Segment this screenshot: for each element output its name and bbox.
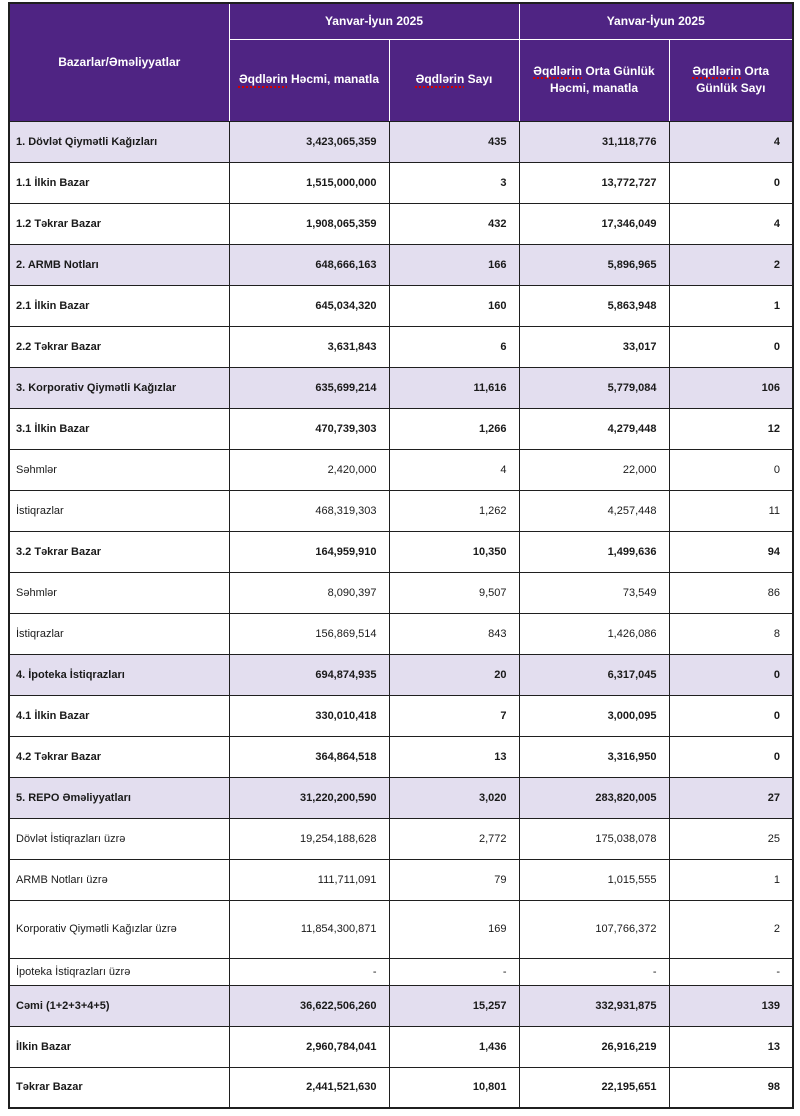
table-row — [9, 654, 793, 695]
cell-value: 169 — [389, 900, 519, 958]
row-label: İstiqrazlar — [9, 490, 229, 531]
cell-value: - — [669, 958, 793, 985]
cell-value: 15,257 — [389, 985, 519, 1026]
cell-value: - — [519, 958, 669, 985]
cell-value: 0 — [669, 162, 793, 203]
cell-value: 11,616 — [389, 367, 519, 408]
table-row — [9, 777, 793, 818]
row-label: 4. İpoteka İstiqrazları — [9, 654, 229, 695]
row-label: Səhmlər — [9, 572, 229, 613]
cell-value: 468,319,303 — [229, 490, 389, 531]
cell-value: 10,801 — [389, 1067, 519, 1108]
cell-value: 1,262 — [389, 490, 519, 531]
cell-value: 11 — [669, 490, 793, 531]
cell-value: 8 — [669, 613, 793, 654]
row-label: Cəmi (1+2+3+4+5) — [9, 985, 229, 1026]
table-row — [9, 859, 793, 900]
cell-value: 12 — [669, 408, 793, 449]
row-label: İlkin Bazar — [9, 1026, 229, 1067]
cell-value: 648,666,163 — [229, 244, 389, 285]
row-label: 3.2 Təkrar Bazar — [9, 531, 229, 572]
table-row — [9, 958, 793, 985]
cell-value: 4,279,448 — [519, 408, 669, 449]
cell-value: 5,779,084 — [519, 367, 669, 408]
cell-value: 645,034,320 — [229, 285, 389, 326]
table-body — [9, 121, 793, 1108]
table-row — [9, 449, 793, 490]
cell-value: 5,863,948 — [519, 285, 669, 326]
table-row — [9, 408, 793, 449]
row-label: 4.1 İlkin Bazar — [9, 695, 229, 736]
cell-value: 106 — [669, 367, 793, 408]
cell-value: 1,266 — [389, 408, 519, 449]
cell-value: 73,549 — [519, 572, 669, 613]
row-label: 1.1 İlkin Bazar — [9, 162, 229, 203]
table-row — [9, 1067, 793, 1108]
cell-value: 2 — [669, 244, 793, 285]
table-row — [9, 613, 793, 654]
cell-value: 98 — [669, 1067, 793, 1108]
row-label: Səhmlər — [9, 449, 229, 490]
table-row — [9, 367, 793, 408]
cell-value: 31,118,776 — [519, 121, 669, 162]
cell-value: 470,739,303 — [229, 408, 389, 449]
row-label: Təkrar Bazar — [9, 1067, 229, 1108]
cell-value: 36,622,506,260 — [229, 985, 389, 1026]
cell-value: 17,346,049 — [519, 203, 669, 244]
cell-value: 1,515,000,000 — [229, 162, 389, 203]
table-row — [9, 985, 793, 1026]
table-header — [9, 3, 793, 121]
table-row — [9, 900, 793, 958]
cell-value: 4 — [389, 449, 519, 490]
group-header-period-2: Yanvar-İyun 2025 — [519, 3, 793, 39]
cell-value: 0 — [669, 326, 793, 367]
cell-value: 2,960,784,041 — [229, 1026, 389, 1067]
table-row — [9, 736, 793, 777]
cell-value: 156,869,514 — [229, 613, 389, 654]
cell-value: 2,420,000 — [229, 449, 389, 490]
row-label: 2.2 Təkrar Bazar — [9, 326, 229, 367]
row-label: İstiqrazlar — [9, 613, 229, 654]
cell-value: 6 — [389, 326, 519, 367]
column-header-count — [389, 39, 519, 121]
column-header-avg-daily-volume — [519, 39, 669, 121]
row-label: 3. Korporativ Qiymətli Kağızlar — [9, 367, 229, 408]
cell-value: 1,015,555 — [519, 859, 669, 900]
cell-value: 1,499,636 — [519, 531, 669, 572]
cell-value: 9,507 — [389, 572, 519, 613]
cell-value: 11,854,300,871 — [229, 900, 389, 958]
group-header-row — [9, 3, 793, 39]
cell-value: 0 — [669, 736, 793, 777]
header-word-underlined: Əqdlərin — [533, 63, 583, 78]
row-label: 5. REPO Əməliyyatları — [9, 777, 229, 818]
cell-value: 635,699,214 — [229, 367, 389, 408]
cell-value: 1,436 — [389, 1026, 519, 1067]
cell-value: 2,441,521,630 — [229, 1067, 389, 1108]
row-label: 1.2 Təkrar Bazar — [9, 203, 229, 244]
cell-value: 31,220,200,590 — [229, 777, 389, 818]
cell-value: 330,010,418 — [229, 695, 389, 736]
cell-value: - — [389, 958, 519, 985]
cell-value: 2 — [669, 900, 793, 958]
cell-value: 19,254,188,628 — [229, 818, 389, 859]
table-row — [9, 572, 793, 613]
cell-value: 1 — [669, 859, 793, 900]
cell-value: 139 — [669, 985, 793, 1026]
row-label: İpoteka İstiqrazları üzrə — [9, 958, 229, 985]
table-row — [9, 121, 793, 162]
cell-value: 160 — [389, 285, 519, 326]
cell-value: 4 — [669, 121, 793, 162]
cell-value: 25 — [669, 818, 793, 859]
cell-value: 694,874,935 — [229, 654, 389, 695]
cell-value: 0 — [669, 654, 793, 695]
cell-value: 1 — [669, 285, 793, 326]
cell-value: 332,931,875 — [519, 985, 669, 1026]
cell-value: 1,426,086 — [519, 613, 669, 654]
cell-value: 175,038,078 — [519, 818, 669, 859]
cell-value: 10,350 — [389, 531, 519, 572]
cell-value: 3,020 — [389, 777, 519, 818]
header-word-rest: Həcmi, manatla — [287, 72, 380, 87]
cell-value: 79 — [389, 859, 519, 900]
cell-value: 111,711,091 — [229, 859, 389, 900]
cell-value: 3,423,065,359 — [229, 121, 389, 162]
row-label: 3.1 İlkin Bazar — [9, 408, 229, 449]
row-label: 4.2 Təkrar Bazar — [9, 736, 229, 777]
cell-value: 432 — [389, 203, 519, 244]
row-label: Dövlət İstiqrazları üzrə — [9, 818, 229, 859]
cell-value: 86 — [669, 572, 793, 613]
table-row — [9, 818, 793, 859]
table-row — [9, 162, 793, 203]
cell-value: 166 — [389, 244, 519, 285]
cell-value: 33,017 — [519, 326, 669, 367]
table-row — [9, 326, 793, 367]
cell-value: 26,916,219 — [519, 1026, 669, 1067]
cell-value: 2,772 — [389, 818, 519, 859]
cell-value: 364,864,518 — [229, 736, 389, 777]
table-row — [9, 695, 793, 736]
header-word-rest: Sayı — [464, 72, 493, 87]
column-header-volume — [229, 39, 389, 121]
cell-value: 3,631,843 — [229, 326, 389, 367]
cell-value: 0 — [669, 695, 793, 736]
market-operations-table — [8, 2, 794, 1109]
column-header-avg-daily-count — [669, 39, 793, 121]
cell-value: 435 — [389, 121, 519, 162]
cell-value: 22,195,651 — [519, 1067, 669, 1108]
cell-value: 1,908,065,359 — [229, 203, 389, 244]
cell-value: 3 — [389, 162, 519, 203]
cell-value: 6,317,045 — [519, 654, 669, 695]
cell-value: 5,896,965 — [519, 244, 669, 285]
table-row — [9, 490, 793, 531]
cell-value: 164,959,910 — [229, 531, 389, 572]
cell-value: 13 — [389, 736, 519, 777]
row-label: ARMB Notları üzrə — [9, 859, 229, 900]
row-label: 2.1 İlkin Bazar — [9, 285, 229, 326]
cell-value: 3,316,950 — [519, 736, 669, 777]
cell-value: 843 — [389, 613, 519, 654]
cell-value: 94 — [669, 531, 793, 572]
cell-value: 4,257,448 — [519, 490, 669, 531]
cell-value: 13 — [669, 1026, 793, 1067]
cell-value: 3,000,095 — [519, 695, 669, 736]
cell-value: 13,772,727 — [519, 162, 669, 203]
header-word-rest: Orta Günlük Həcmi, manatla — [549, 63, 655, 95]
table-row — [9, 531, 793, 572]
row-label: 2. ARMB Notları — [9, 244, 229, 285]
cell-value: - — [229, 958, 389, 985]
cell-value: 283,820,005 — [519, 777, 669, 818]
cell-value: 107,766,372 — [519, 900, 669, 958]
cell-value: 8,090,397 — [229, 572, 389, 613]
cell-value: 7 — [389, 695, 519, 736]
table-row — [9, 285, 793, 326]
table-row — [9, 244, 793, 285]
cell-value: 27 — [669, 777, 793, 818]
table-row — [9, 203, 793, 244]
header-word-underlined: Əqdlərin — [692, 63, 742, 78]
header-word-rest: Orta Günlük Sayı — [696, 63, 770, 95]
cell-value: 4 — [669, 203, 793, 244]
row-label: 1. Dövlət Qiymətli Kağızları — [9, 121, 229, 162]
group-header-period-1: Yanvar-İyun 2025 — [229, 3, 519, 39]
cell-value: 0 — [669, 449, 793, 490]
cell-value: 20 — [389, 654, 519, 695]
header-word-underlined: Əqdlərin — [415, 72, 465, 87]
corner-header-markets-operations: Bazarlar/Əməliyyatlar — [9, 3, 229, 121]
cell-value: 22,000 — [519, 449, 669, 490]
table-row — [9, 1026, 793, 1067]
row-label: Korporativ Qiymətli Kağızlar üzrə — [9, 900, 229, 958]
header-word-underlined: Əqdlərin — [238, 72, 288, 87]
